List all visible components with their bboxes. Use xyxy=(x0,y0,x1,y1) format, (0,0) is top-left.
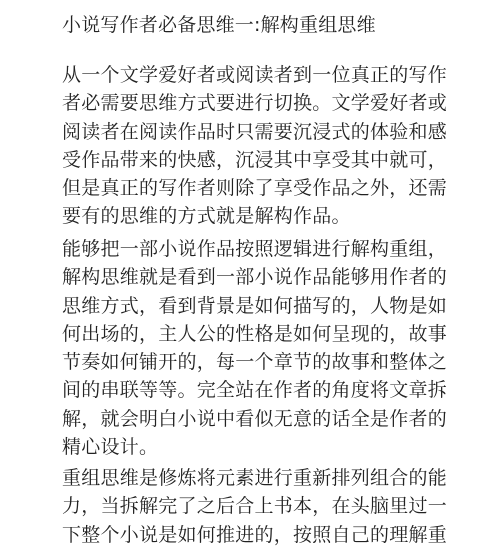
article-title: 小说写作者必备思维一:解构重组思维 xyxy=(62,14,376,36)
article-paragraph-2 xyxy=(62,235,447,461)
paragraph-line: 重组思维是修炼将元素进行重新排列组合的能 xyxy=(62,467,448,489)
article-paragraph-3 xyxy=(62,464,447,549)
paragraph-line: 但是真正的写作者则除了享受作品之外，还需 xyxy=(62,177,448,200)
paragraph-line: 解构思维就是看到一部小说作品能够用作者的 xyxy=(62,266,448,289)
article-paragraph-1 xyxy=(62,61,447,231)
paragraph-line: 精心设计。 xyxy=(62,436,159,459)
paragraph-line: 阅读者在阅读作品时只需要沉浸式的体验和感 xyxy=(62,120,448,143)
paragraph-line: 节奏如何铺开的，每一个章节的故事和整体之 xyxy=(62,351,448,374)
paragraph-line: 何出场的，主人公的性格是如何呈现的，故事 xyxy=(62,322,448,345)
paragraph-line: 从一个文学爱好者或阅读者到一位真正的写作 xyxy=(62,64,448,86)
paragraph-line: 者必需要思维方式要进行切换。文学爱好者或 xyxy=(62,92,448,115)
paragraph-line: 解，就会明白小说中看似无意的话全是作者的 xyxy=(62,407,448,430)
paragraph-line: 力，当拆解完了之后合上书本，在头脑里过一 xyxy=(62,495,448,518)
paragraph-line: 要有的思维的方式就是解构作品。 xyxy=(62,205,351,228)
paragraph-line: 下整个小说是如何推进的，按照自己的理解重 xyxy=(62,523,448,546)
paragraph-line: 受作品带来的快感，沉浸其中享受其中就可， xyxy=(62,148,448,171)
paragraph-line: 间的串联等等。完全站在作者的角度将文章拆 xyxy=(62,379,448,402)
paragraph-line: 思维方式，看到背景是如何描写的，人物是如 xyxy=(62,294,448,317)
paragraph-line: 能够把一部小说作品按照逻辑进行解构重组， xyxy=(62,238,448,260)
